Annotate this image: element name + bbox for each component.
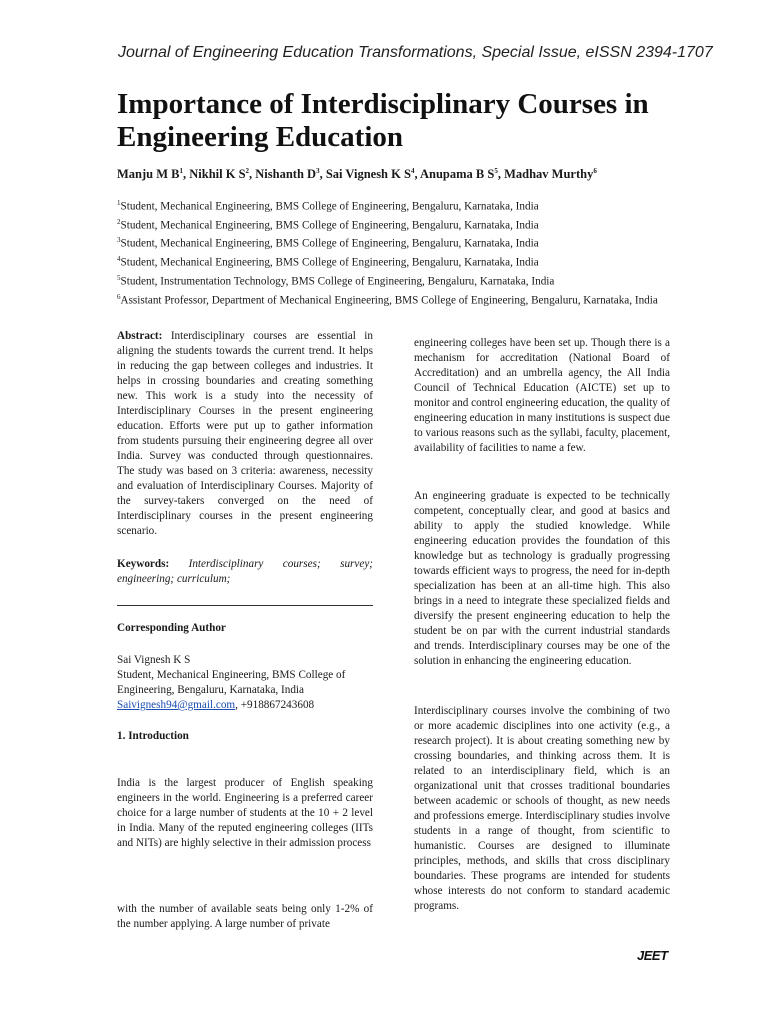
affiliation-text: Student, Instrumentation Technology, BMS College of Engineering, Bengaluru, Karnataka, India: [120, 275, 555, 288]
author-sup: 3: [316, 167, 320, 175]
affiliation-text: Assistant Professor, Department of Mechanical Engineering, BMS College of Engineering, Bengaluru, Karnataka, India: [120, 294, 658, 307]
author-name: Nishanth D: [255, 167, 317, 182]
affiliation-item: [117, 233, 677, 252]
affiliation-sup: 6: [117, 292, 121, 301]
affiliation-item: [117, 252, 677, 271]
author-sup: 5: [494, 167, 498, 175]
keywords-terms: Interdisciplinary courses; survey; engineering; curriculum;: [117, 558, 374, 585]
intro-paragraph: India is the largest producer of English speaking engineers in the world. Engineering is a preferred career choice for a large number of students at the 10 + 2 level in India. Many of the reputed engineering colleges (IITs and NITs) are highly selective in their admission process: [117, 777, 373, 849]
affiliation-sup: 3: [117, 236, 121, 245]
affiliation-item: [117, 215, 677, 234]
phone-number: , +918867243608: [235, 699, 315, 711]
abstract-text: Interdisciplinary courses are essential in aligning the students towards the current trend. It helps in reducing the gap between colleges and industries. It helps in crossing boundaries and creating something new. This work is a study into the necessity of Interdisciplinary Courses in the present engineering education. Efforts were put up to gather information from students pursuing their engineering degree all over India. Survey was conducted through questionnaires. The study was based on 3 criteria: awareness, necessity and evaluation of Interdisciplinary Courses. Majority of the survey-takers converged on the need of Interdisciplinary courses in the present engineering scenario.: [117, 330, 373, 537]
intro-paragraph: with the number of available seats being only 1-2% of the number applying. A large number of private: [117, 903, 373, 930]
abstract-label: Abstract:: [117, 330, 163, 342]
affiliation-sup: 1: [117, 199, 121, 207]
section-divider: [117, 605, 373, 606]
affiliation-item: [117, 271, 677, 290]
author-name: Sai Vignesh K S: [325, 167, 411, 182]
corresponding-dept: Student, Mechanical Engineering, BMS College of Engineering, Bengaluru, Karnataka, India: [117, 669, 346, 696]
author-name: Anupama B S: [420, 167, 495, 182]
keywords-label: Keywords:: [117, 558, 170, 570]
affiliation-list: [117, 196, 677, 308]
author-sup: 2: [245, 167, 250, 175]
author-sup: 4: [410, 167, 415, 175]
affiliation-item: [117, 290, 677, 309]
affiliation-item: [117, 196, 677, 215]
journal-header: Journal of Engineering Education Transformations, Special Issue, eISSN 2394-1707: [118, 44, 713, 61]
jeet-logo: JEET: [637, 948, 668, 963]
author-sup: 6: [593, 167, 597, 175]
corresponding-name: Sai Vignesh K S: [117, 654, 191, 666]
corresponding-heading: Corresponding Author: [117, 622, 226, 634]
affiliation-sup: 5: [117, 273, 121, 282]
corresponding-details: [117, 653, 373, 713]
body-paragraph: An engineering graduate is expected to be technically competent, conceptually clear, and good at basics and ability to apply the studied knowledge. While engineering education provides the foundation of this knowledge but as technology is gradually progressing towards efficient ways to progress, the need for in-depth specialization has been at an all-time high. This also brings in a need to integrate these specialized fields and diversify the present engineering education to help the student be on par with the current industrial standards and trends. Interdisciplinary courses may be one of the solution in enhancing the engineering education.: [414, 490, 670, 667]
affiliation-sup: 2: [117, 217, 121, 226]
keywords: [117, 557, 373, 587]
affiliation-text: Student, Mechanical Engineering, BMS College of Engineering, Bengaluru, Karnataka, India: [120, 256, 539, 269]
abstract: [117, 329, 373, 539]
introduction-heading: 1. Introduction: [117, 730, 189, 742]
corresponding-contact: [117, 698, 373, 713]
author-name: Madhav Murthy: [504, 167, 594, 182]
author-name: Nikhil K S: [189, 167, 246, 182]
author-list: Manju M $B^1$, Nikhil K $S^2$, Nishanth $D^3$, Sai Vignesh K $S^4$, Anupama B $S^5$, Madhav Murthy$^6$: [117, 167, 597, 182]
affiliation-text: Student, Mechanical Engineering, BMS College of Engineering, Bengaluru, Karnataka, India: [120, 238, 539, 251]
affiliation-sup: 4: [117, 255, 121, 264]
paper-title: Importance of Interdisciplinary Courses in Engineering Education: [117, 88, 649, 153]
body-paragraph: Interdisciplinary courses involve the combining of two or more academic disciplines into one activity (e.g., a research project). It is about creating something new by crossing boundaries, and thinking across them. It is related to an interdisciplinary field, which is an organizational unit that crosses traditional boundaries between academic or schools of thought, as new needs and professions emerge. Interdisciplinary studies involve students in a range of thought, from scientific to humanistic. Courses are designed to illuminate principles, methods, and skills that cross disciplinary boundaries. These programs are intended for students whose interests do not conform to standard academic programs.: [414, 705, 670, 912]
body-paragraph: engineering colleges have been set up. Though there is a mechanism for accreditation (National Board of Accreditation) and an umbrella agency, the All India Council of Technical Education (AICTE) set up to monitor and control engineering education, the quality of engineering education in many institutions is suspect due to various reasons such as the syllabi, faculty, placement, availability of facilities to name a few.: [414, 337, 670, 454]
author-sup: 1: [179, 167, 183, 175]
email-link[interactable]: Saivignesh94@gmail.com: [117, 699, 236, 711]
author-name: Manju M B: [117, 167, 180, 182]
affiliation-text: Student, Mechanical Engineering, BMS College of Engineering, Bengaluru, Karnataka, India: [120, 200, 539, 213]
affiliation-text: Student, Mechanical Engineering, BMS College of Engineering, Bengaluru, Karnataka, India: [120, 219, 539, 232]
